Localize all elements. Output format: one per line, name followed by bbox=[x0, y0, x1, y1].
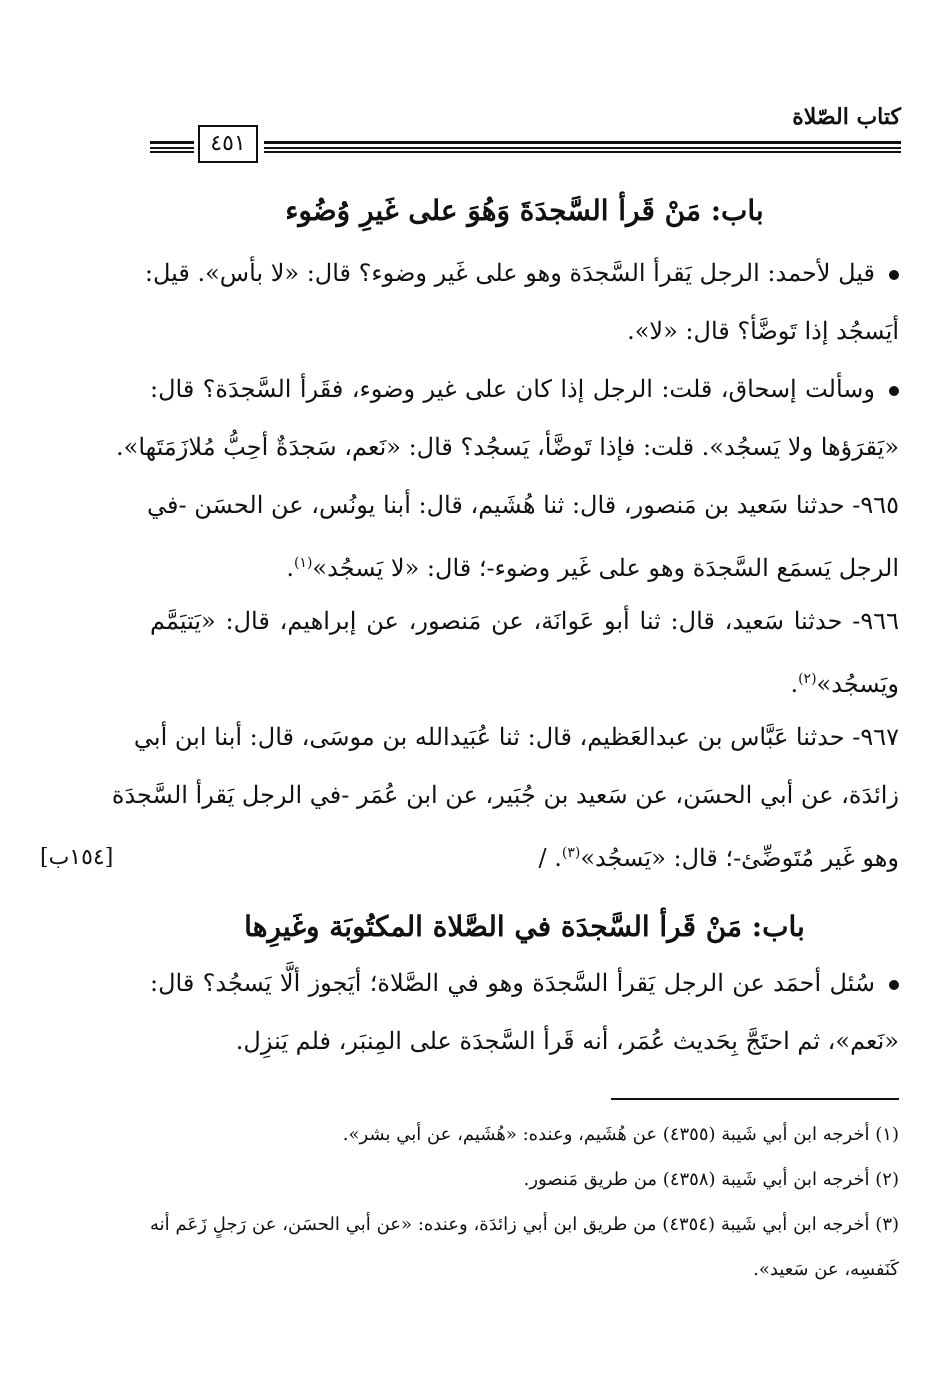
hadith-967-line: وهو غَير مُتَوضِّئ-؛ قال: «يَسجُد»$^{(٣)}$. / bbox=[538, 844, 899, 872]
running-header-title: كتاب الصّلاة bbox=[792, 104, 901, 130]
footnote-ref: (٣) bbox=[561, 845, 581, 861]
section-heading: باب: مَنْ قَرأ السَّجدَة في الصَّلاة المكتُوبَة وغَيرِها bbox=[244, 910, 805, 943]
footnote-3-continued: كَنَفسِه، عن سَعيد». bbox=[753, 1259, 899, 1280]
page-number: ٤٥١ bbox=[198, 125, 258, 163]
hadith-966-line: ويَسجُد»$^{(٢)}$. bbox=[790, 670, 899, 698]
bullet-icon bbox=[889, 386, 899, 396]
bullet-icon bbox=[889, 270, 899, 280]
paragraph-line: قيل لأحمد: الرجل يَقرأ السَّجدَة وهو على غَير وضوء؟ قال: «لا بأس». قيل: bbox=[150, 256, 899, 290]
hadith-965-line: ٩٦٥- حدثنا سَعيد بن مَنصور، قال: ثنا هُشَيم، قال: أبنا يونُس، عن الحسَن -في bbox=[147, 491, 899, 519]
paragraph-line: أيَسجُد إذا تَوضَّأ؟ قال: «لا». bbox=[627, 317, 899, 345]
hadith-967-line: زائدَة، عن أبي الحسَن، عن سَعيد بن جُبَير، عن ابن عُمَر -في الرجل يَقرأ السَّجدَة bbox=[111, 781, 899, 809]
paragraph-line: «يَقرَؤها ولا يَسجُد». قلت: فإذا تَوضَّأ، يَسجُد؟ قال: «نَعم، سَجدَةٌ أحِبُّ مُلازَمَتَها». bbox=[116, 433, 899, 461]
footnote-2: (٢) أخرجه ابن أبي شَيبة (٤٣٥٨) من طريق مَنصور. bbox=[523, 1169, 899, 1190]
footnote-1: (١) أخرجه ابن أبي شَيبة (٤٣٥٥) عن هُشَيم، وعنده: «هُشَيم، عن أبي بشر». bbox=[342, 1124, 899, 1145]
section-heading: باب: مَنْ قَرأ السَّجدَةَ وَهُوَ على غَيرِ وُضُوء bbox=[285, 194, 764, 227]
footnote-ref: (١) bbox=[293, 555, 313, 571]
header-rule-right bbox=[264, 141, 901, 155]
paragraph-line: سُئل أحمَد عن الرجل يَقرأ السَّجدَة وهو في الصَّلاة؛ أيَجوز ألَّا يَسجُد؟ قال: bbox=[150, 966, 899, 1000]
footnote-separator bbox=[611, 1098, 899, 1100]
bullet-icon bbox=[889, 980, 899, 990]
paragraph-line: «نَعم»، ثم احتَجَّ بِحَديث عُمَر، أنه قَرأ السَّجدَة على المِنبَر، فلم يَنزِل. bbox=[235, 1027, 899, 1055]
hadith-966-line: ٩٦٦- حدثنا سَعيد، قال: ثنا أبو عَوانَة، عن مَنصور، عن إبراهيم، قال: «يَتيَمَّم bbox=[150, 607, 899, 635]
footnote-ref: (٢) bbox=[798, 671, 817, 687]
hadith-965-line: الرجل يَسمَع السَّجدَة وهو على غَير وضوء-؛ قال: «لا يَسجُد»$^{(١)}$. bbox=[286, 554, 899, 582]
paragraph-line: وسألت إسحاق، قلت: الرجل إذا كان على غير وضوء، فقَرأ السَّجدَة؟ قال: bbox=[150, 372, 899, 406]
manuscript-folio-ref: [١٥٤ب] bbox=[40, 845, 114, 870]
footnote-3: (٣) أخرجه ابن أبي شَيبة (٤٣٥٤) من طريق ابن أبي زائدَة، وعنده: «عن أبي الحسَن، عن رَجلٍ زَعَم أنه bbox=[150, 1214, 900, 1235]
hadith-967-line: ٩٦٧- حدثنا عَبَّاس بن عبدالعَظيم، قال: ثنا عُبَيدالله بن موسَى، قال: أبنا ابن أبي bbox=[133, 723, 899, 751]
header-rule-left bbox=[150, 141, 194, 155]
